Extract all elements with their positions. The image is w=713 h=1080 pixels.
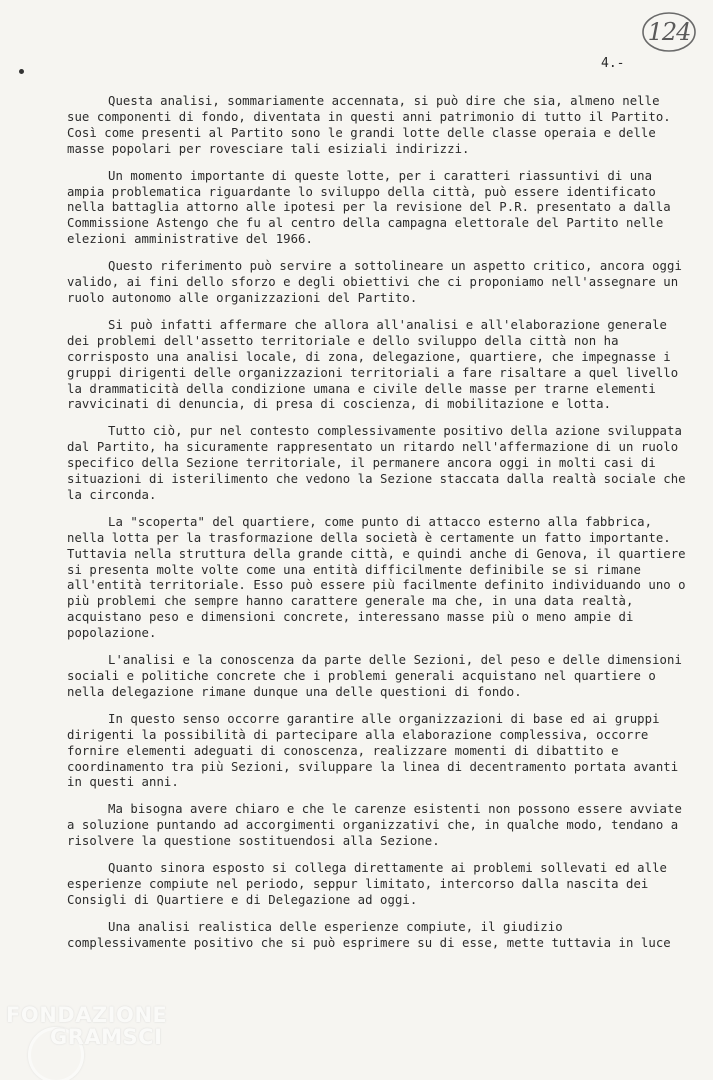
page-number: 4.-	[601, 56, 625, 71]
paragraph-11: Una analisi realistica delle esperienze compiute, il giudizio complessivamente positivo che si può esprimere su di esse, mette tuttavia in luce	[67, 919, 671, 950]
watermark-text	[6, 1003, 167, 1049]
archive-number: 124	[647, 18, 691, 46]
paragraph-10: Quanto sinora esposto si collega direttamente ai problemi sollevati ed alle esperienze compiute nel periodo, seppur limitato, intercorso dalla nascita dei Consigli di Quartiere e di Delegazione ad oggi.	[67, 861, 668, 907]
punch-mark	[19, 69, 24, 74]
watermark-line2: GRAMSCI	[50, 1025, 163, 1049]
watermark-logo	[6, 1003, 236, 1075]
paragraph-9: Ma bisogna avere chiaro e che le carenze esistenti non possono essere avviate a soluzione puntando ad accorgimenti organizzativi che, in qualche modo, tendano a risolvere la questione sostituendosi alla Sezione.	[67, 802, 682, 849]
body-text	[67, 94, 687, 963]
paragraph-2: Un momento importante di queste lotte, per i caratteri riassuntivi di una ampia problematica riguardante lo sviluppo della città, può essere identificato nella battaglia attorno alle ipotesi per la revisione del P.R. presentato a dalla Commissione Astengo che fu al centro della campagna elettorale del Partito nelle elezioni amministrative del 1966.	[67, 168, 671, 247]
archive-stamp	[640, 10, 698, 54]
watermark-line1: FONDAZIONE	[6, 1003, 168, 1027]
paragraph-6: La "scoperta" del quartiere, come punto di attacco esterno alla fabbrica, nella lotta per la trasformazione della società è certamente un fatto importante. Tuttavia nella struttura della grande città, e quindi anche di Genova, il quartiere si presenta molte volte come una entità difficilmente definibile se si rimane all'entità territoriale. Esso può essere più facilmente definito individuando uno o più problemi che sempre hanno carattere generale ma che, in una data realtà, acquistano peso e dimensioni concrete, interessano masse più o meno ampie di popolazione.	[67, 514, 686, 641]
paragraph-5: Tutto ciò, pur nel contesto complessivamente positivo della azione sviluppata dal Partito, ha sicuramente rappresentato un ritardo nell'affermazione di un ruolo specifico della Sezione territoriale, il permanere ancora oggi in molti casi di situazioni di isterilimento che vedono la Sezione staccata dalla realtà sociale che la circonda.	[67, 424, 686, 502]
paragraph-8: In questo senso occorre garantire alle organizzazioni di base ed ai gruppi dirigenti la possibilità di partecipare alla elaborazione complessiva, occorre fornire elementi adeguati di conoscenza, realizzare momenti di dibattito e coordinamento tra più Sezioni, sviluppare la linea di decentramento portata avanti in questi anni.	[67, 711, 679, 790]
paragraph-4: Si può infatti affermare che allora all'analisi e all'elaborazione generale dei problemi dell'assetto territoriale e dello sviluppo della città non ha corrisposto una analisi locale, di zona, delegazione, quartiere, che impegnasse i gruppi dirigenti delle organizzazioni territoriali a fare risaltare a quel livello la drammaticità della condizione umana e civile delle masse per trarne elementi ravvicinati di denuncia, di presa di coscienza, di mobilitazione e lotta.	[67, 317, 679, 412]
paragraph-7: L'analisi e la conoscenza da parte delle Sezioni, del peso e delle dimensioni sociali e politiche concrete che i problemi generali acquistano nel quartiere o nella delegazione rimane dunque una delle questioni di fondo.	[67, 653, 682, 699]
paragraph-1: Questa analisi, sommariamente accennata, si può dire che sia, almeno nelle sue componenti di fondo, diventata in questi anni patrimonio di tutto il Partito. Così come presenti al Partito sono le grandi lotte delle classe operaia e delle masse popolari per rovesciare tali esiziali indirizzi.	[67, 94, 671, 156]
paragraph-3: Questo riferimento può servire a sottolineare un aspetto critico, ancora oggi valido, ai fini dello sforzo e degli obiettivi che ci proponiamo nell'assegnare un ruolo autonomo alle organizzazioni del Partito.	[67, 259, 682, 305]
